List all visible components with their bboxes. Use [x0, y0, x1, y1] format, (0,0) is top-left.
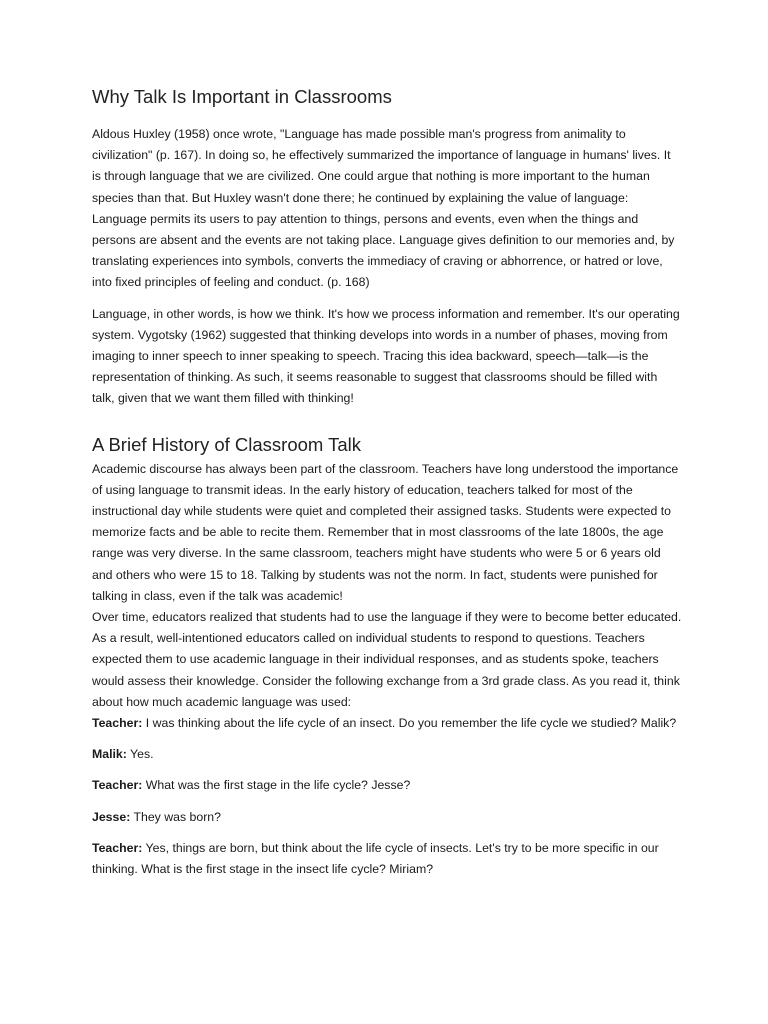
dialogue-speaker: Teacher: — [92, 840, 143, 855]
section-title-history: A Brief History of Classroom Talk — [92, 433, 362, 455]
dialogue-text: They was born? — [130, 809, 221, 824]
dialogue-line — [92, 775, 682, 796]
dialogue-line — [92, 807, 682, 828]
paragraph-huxley-block-quote: Language permits its users to pay attention to things, persons and events, even when the things and persons are absent and the events are not taking place. Language gives definition to our memories and, by translating experiences into symbols, converts the immediacy of craving or abhorrence, or hatred or love, into fixed principles of feeling and conduct. (p. 168) — [92, 211, 675, 290]
dialogue-line — [92, 838, 682, 880]
paragraph-history-over-time: Over time, educators realized that students had to use the language if they were to become better educated. As a result, well-intentioned educators called on individual students to respond to questions. Teachers expected them to use academic language in their individual responses, and as students spoke, teachers would assess their knowledge. Consider the following exchange from a 3rd grade class. As you read it, think about how much academic language was used: — [92, 610, 682, 709]
dialogue-text: Yes. — [126, 747, 154, 762]
dialogue-text: What was the first stage in the life cycle? Jesse? — [142, 778, 411, 793]
paragraph-huxley-quote-intro: Aldous Huxley (1958) once wrote, "Language has made possible man's progress from animality to civilization" (p. 167). In doing so, he effectively summarized the importance of language in humans' lives. It is through language that we are civilized. One could argue that nothing is more important to the human species than that. But Huxley wasn't done there; he continued by explaining the value of language: — [92, 127, 671, 205]
dialogue-line — [92, 744, 682, 765]
dialogue-speaker: Jesse: — [92, 809, 131, 824]
dialogue-line — [92, 713, 682, 734]
dialogue-speaker: Teacher: — [92, 716, 143, 731]
paragraph-language-thinking: Language, in other words, is how we think. It's how we process information and remember. It's our operating system. Vygotsky (1962) suggested that thinking develops into words in a number of phases, moving from imaging to inner speech to inner speaking to speech. Tracing this idea backward, speech—talk—is the representation of thinking. As such, it seems reasonable to suggest that classrooms should be filled with talk, given that we want them filled with thinking! — [92, 306, 680, 406]
dialogue-speaker: Teacher: — [92, 778, 143, 793]
document-page — [92, 84, 682, 880]
section-title-why-talk: Why Talk Is Important in Classrooms — [92, 86, 392, 107]
dialogue-speaker: Malik: — [92, 747, 127, 762]
paragraph-history-academic-discourse: Academic discourse has always been part of the classroom. Teachers have long understood the importance of using language to transmit ideas. In the early history of education, teachers talked for most of the instructional day while students were quiet and completed their assigned tasks. Students were expected to memorize facts and be able to recite them. Remember that in most classrooms of the late 1800s, the age range was very diverse. In the same classroom, teachers might have students who were 5 or 6 years old and others who were 15 to 18. Talking by students was not the norm. In fact, students were punished for talking in class, even if the talk was academic! — [92, 461, 679, 603]
dialogue-text: I was thinking about the life cycle of an insect. Do you remember the life cycle we studied? Malik? — [142, 716, 677, 731]
dialogue-text: Yes, things are born, but think about the life cycle of insects. Let's try to be more specific in our thinking. What is the first stage in the insect life cycle? Miriam? — [92, 840, 659, 877]
